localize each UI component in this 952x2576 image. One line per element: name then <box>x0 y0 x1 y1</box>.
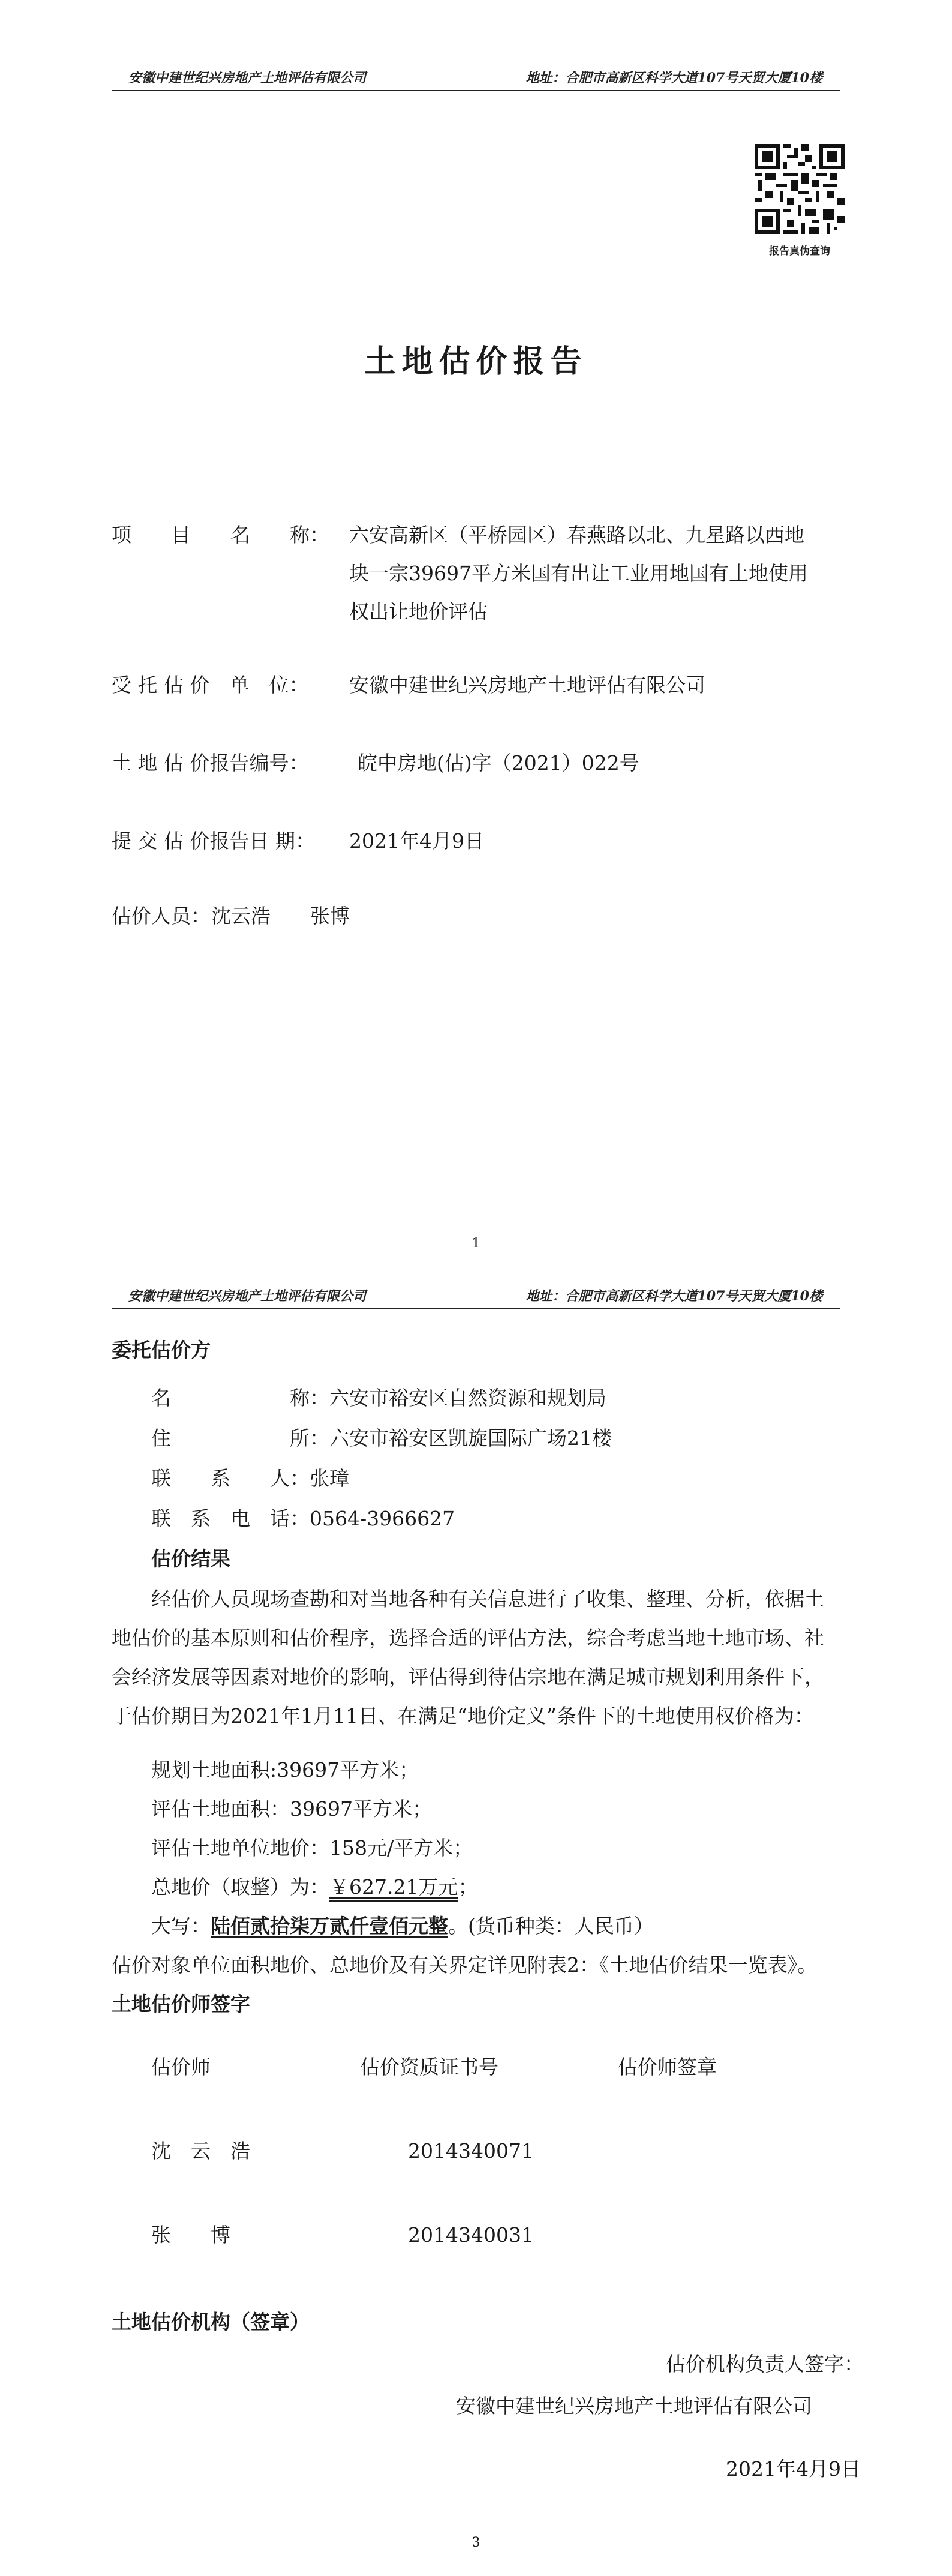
total-price-row <box>151 1875 477 1899</box>
entrust-label: 住 所： <box>151 1426 329 1450</box>
project-line: 权出让地价评估 <box>349 600 488 623</box>
result-heading: 估价结果 <box>151 1547 230 1570</box>
entrust-contact-row <box>151 1467 349 1491</box>
report-cover-page <box>0 0 952 1284</box>
entrust-label: 联 系 电 话： <box>151 1507 310 1530</box>
appraisers-field <box>112 897 840 935</box>
header-address: 地址：合肥市高新区科学大道107号天贸大厦10楼 <box>525 1288 822 1304</box>
entrust-label: 名 称： <box>151 1386 329 1410</box>
planned-area: 规划土地面积:39697平方米； <box>151 1758 419 1782</box>
project-name-label: 项 目 名 称： <box>112 523 329 547</box>
qr-code-icon[interactable] <box>755 144 845 234</box>
entrust-value: 0564-3966627 <box>310 1507 455 1530</box>
report-number-label: 土 地 估 价报告编号： <box>112 751 309 775</box>
daxie-row <box>151 1914 654 1938</box>
page-title: 土地估价报告 <box>364 344 588 380</box>
org-date: 2021年4月9日 <box>726 2457 861 2481</box>
submit-date-label: 提 交 估 价报告日 期： <box>112 829 315 853</box>
report-result-page <box>0 1284 952 2576</box>
total-price-label: 总地价（取整）为： <box>151 1875 329 1899</box>
qr-verification[interactable] <box>755 144 845 257</box>
header-address: 地址：合肥市高新区科学大道107号天贸大厦10楼 <box>525 70 822 86</box>
result-paragraph: 经估价人员现场查勘和对当地各种有关信息进行了收集、整理、分析，依据土地估价的基本原则和估价程序，选择合适的评估方法，综合考虑当地土地市场、社会经济发展等因素对地价的影响，评估得到待估宗地在满足城市规划利用条件下，于估价期日为2021年1月11日、在满足“地价定义”条件下的土地使用权价格为： <box>112 1587 824 1728</box>
page-number: 3 <box>472 2535 480 2550</box>
org-sign-label: 估价机构负责人签字： <box>666 2352 864 2376</box>
page-header <box>112 1284 840 1309</box>
report-number-field <box>112 744 840 782</box>
entrust-phone-row <box>151 1507 455 1531</box>
org-heading: 土地估价机构（签章） <box>112 2310 310 2334</box>
project-name-value <box>349 516 808 631</box>
appraised-area: 评估土地面积：39697平方米； <box>151 1797 432 1821</box>
project-line: 六安高新区（平桥园区）春燕路以北、九星路以西地 <box>349 523 804 547</box>
project-name-field <box>112 516 840 636</box>
submit-date-field <box>112 822 840 860</box>
qr-label: 报告真伪查询 <box>769 245 830 257</box>
entrust-heading: 委托估价方 <box>112 1338 211 1362</box>
header-company: 安徽中建世纪兴房地产土地评估有限公司 <box>128 70 367 86</box>
page-number: 1 <box>472 1236 480 1251</box>
entrust-value: 六安市裕安区自然资源和规划局 <box>329 1386 606 1410</box>
total-price-end: ； <box>458 1875 478 1899</box>
header-company: 安徽中建世纪兴房地产土地评估有限公司 <box>128 1288 367 1304</box>
sign-header-appraiser: 估价师 <box>151 2055 211 2079</box>
appraisers-label: 估价人员： <box>112 904 211 928</box>
client-field <box>112 666 840 704</box>
sign-row-cert: 2014340031 <box>408 2223 534 2247</box>
sign-heading: 土地估价师签字 <box>112 1992 250 2016</box>
org-name: 安徽中建世纪兴房地产土地评估有限公司 <box>456 2394 812 2418</box>
entrust-value: 六安市裕安区凯旋国际广场21楼 <box>329 1426 612 1450</box>
sign-header-seal: 估价师签章 <box>618 2055 717 2079</box>
daxie-label: 大写： <box>151 1914 211 1938</box>
page-header <box>112 66 840 91</box>
entrust-name-row <box>151 1386 606 1410</box>
daxie-suffix: 。(货币种类：人民币） <box>448 1914 654 1938</box>
result-note: 估价对象单位面积地价、总地价及有关界定详见附表2：《土地估价结果一览表》。 <box>112 1953 817 1977</box>
report-number-value: 皖中房地(估)字（2021）022号 <box>358 751 639 775</box>
total-price-value: ￥627.21万元 <box>329 1875 458 1899</box>
client-value: 安徽中建世纪兴房地产土地评估有限公司 <box>349 673 705 697</box>
sign-row-cert: 2014340071 <box>408 2139 534 2163</box>
entrust-label: 联 系 人： <box>151 1467 310 1490</box>
sign-row-name: 张 博 <box>151 2223 230 2247</box>
entrust-address-row <box>151 1426 612 1450</box>
daxie-value: 陆佰贰拾柒万贰仟壹佰元整 <box>211 1914 448 1938</box>
entrust-value: 张璋 <box>310 1467 349 1490</box>
project-line: 块一宗39697平方米国有出让工业用地国有土地使用 <box>349 562 808 585</box>
submit-date-value: 2021年4月9日 <box>349 829 484 853</box>
unit-price: 评估土地单位地价：158元/平方米； <box>151 1836 473 1860</box>
client-label: 受 托 估 价 单 位： <box>112 673 309 697</box>
sign-header-cert: 估价资质证书号 <box>360 2055 498 2079</box>
appraisers-value: 沈云浩 张博 <box>211 904 350 928</box>
sign-row-name: 沈 云 浩 <box>151 2139 250 2163</box>
